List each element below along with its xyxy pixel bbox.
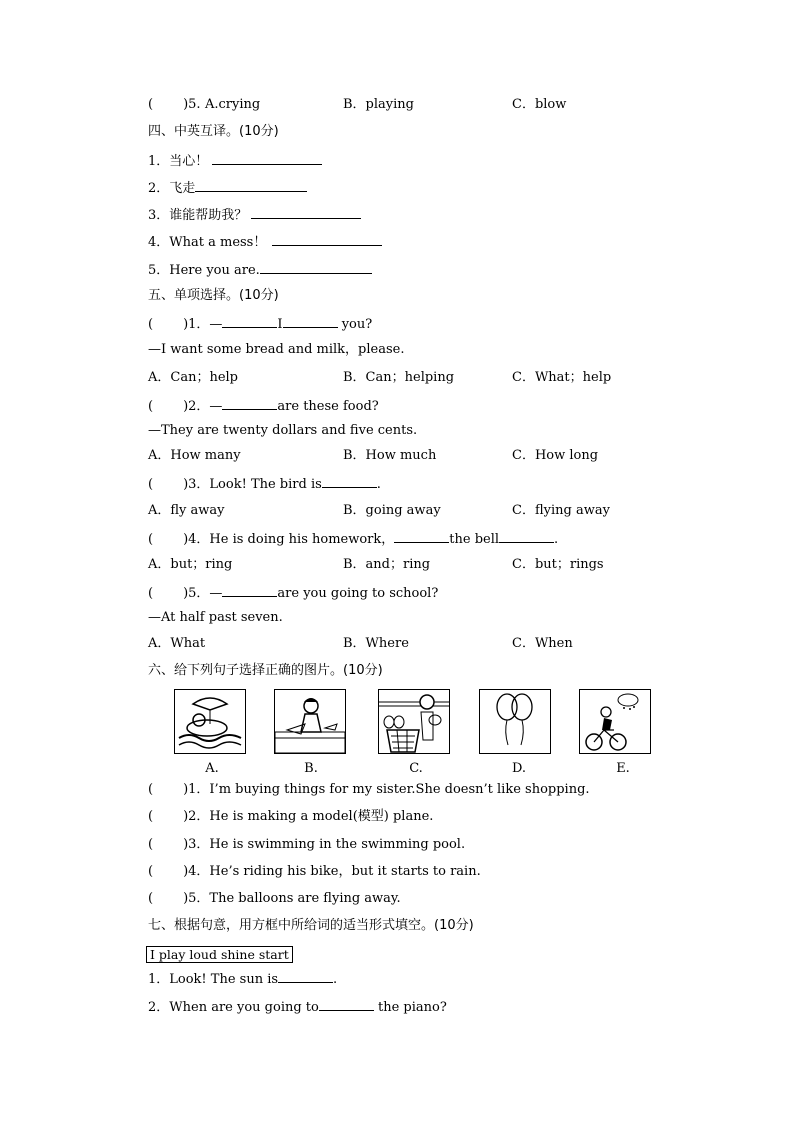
section-heading: 五、单项选择。(10分) (148, 288, 279, 303)
answer-blank[interactable] (251, 206, 361, 219)
dialog-reply: —I want some bread and milk，please. (148, 342, 405, 357)
picture-riding-bike (579, 689, 651, 754)
answer-blank[interactable] (319, 998, 374, 1011)
option-c: C．flying away (512, 503, 610, 518)
option-a: A．but；ring (148, 557, 233, 572)
picture-label: C. (409, 761, 423, 776)
question-row: ( )3．He is swimming in the swimming pool. (148, 837, 466, 852)
option-c: C．When (512, 636, 573, 651)
answer-paren: ( (148, 97, 154, 112)
translation-item: 5．Here you are. (148, 261, 372, 279)
answer-blank[interactable] (278, 970, 333, 983)
fill-in-item: 2．When are you going to the piano? (148, 1000, 447, 1015)
section-heading: 七、根据句意，用方框中所给词的适当形式填空。(10分) (148, 918, 474, 933)
picture-balloons (479, 689, 551, 754)
answer-blank[interactable] (222, 315, 277, 328)
translation-item: 3．谁能帮助我？ (148, 206, 361, 224)
question-row: ( )5．— are you going to school? (148, 586, 439, 601)
answer-blank[interactable] (272, 233, 382, 246)
answer-blank[interactable] (222, 584, 277, 597)
option-b: B．Where (343, 636, 409, 651)
option-a: A．Can；help (148, 370, 239, 385)
dialog-reply: —At half past seven. (148, 610, 283, 625)
picture-model-plane (274, 689, 346, 754)
translation-item: 2．飞走 (148, 179, 307, 197)
answer-blank[interactable] (212, 152, 322, 165)
dialog-reply: —They are twenty dollars and five cents. (148, 423, 418, 438)
translation-item: 4．What a mess！ (148, 233, 382, 251)
question-row: ( )1．I’m buying things for my sister.She doesn’t like shopping. (148, 782, 590, 797)
answer-blank[interactable] (322, 475, 377, 488)
option-b: B．playing (343, 97, 414, 112)
fill-in-item: 1．Look! The sun is . (148, 972, 338, 987)
option-b: B．going away (343, 503, 441, 518)
question-row: ( )2．He is making a model(模型) plane. (148, 809, 434, 824)
answer-blank[interactable] (394, 530, 449, 543)
option-c: C．How long (512, 448, 599, 463)
picture-label: E. (616, 761, 630, 776)
translation-item: 1．当心！ (148, 152, 322, 170)
question-row: ( )3．Look! The bird is . (148, 477, 381, 492)
option-a: A．How many (148, 448, 241, 463)
answer-blank[interactable] (283, 315, 338, 328)
section-heading: 六、给下列句子选择正确的图片。(10分) (148, 663, 383, 678)
picture-label: B. (304, 761, 318, 776)
answer-blank[interactable] (499, 530, 554, 543)
question-row: ( )2．— are these food? (148, 399, 379, 414)
option-c: C．What；help (512, 370, 612, 385)
picture-swimming (174, 689, 246, 754)
question-row: ( )4．He is doing his homework， the bell . (148, 532, 559, 547)
question-row: ( )4．He’s riding his bike，but it starts to rain. (148, 864, 481, 879)
option-c: C．blow (512, 97, 567, 112)
option-c: C．but；rings (512, 557, 604, 572)
picture-label: A. (205, 761, 219, 776)
answer-blank[interactable] (195, 179, 307, 192)
answer-blank[interactable] (222, 397, 277, 410)
option-a: A.crying (205, 97, 261, 112)
word-bank-box: I play loud shine start (146, 946, 293, 963)
picture-label: D. (511, 761, 527, 776)
question-row: ( )5. (148, 97, 201, 112)
answer-blank[interactable] (260, 261, 372, 274)
question-row: ( )5．The balloons are flying away. (148, 891, 401, 906)
option-a: A．fly away (148, 503, 225, 518)
question-row: ( )1．— I you? (148, 317, 373, 332)
option-b: B．How much (343, 448, 437, 463)
option-b: B．and；ring (343, 557, 431, 572)
picture-shopping (378, 689, 450, 754)
option-b: B．Can；helping (343, 370, 455, 385)
option-a: A．What (148, 636, 206, 651)
section-heading: 四、中英互译。(10分) (148, 124, 279, 139)
